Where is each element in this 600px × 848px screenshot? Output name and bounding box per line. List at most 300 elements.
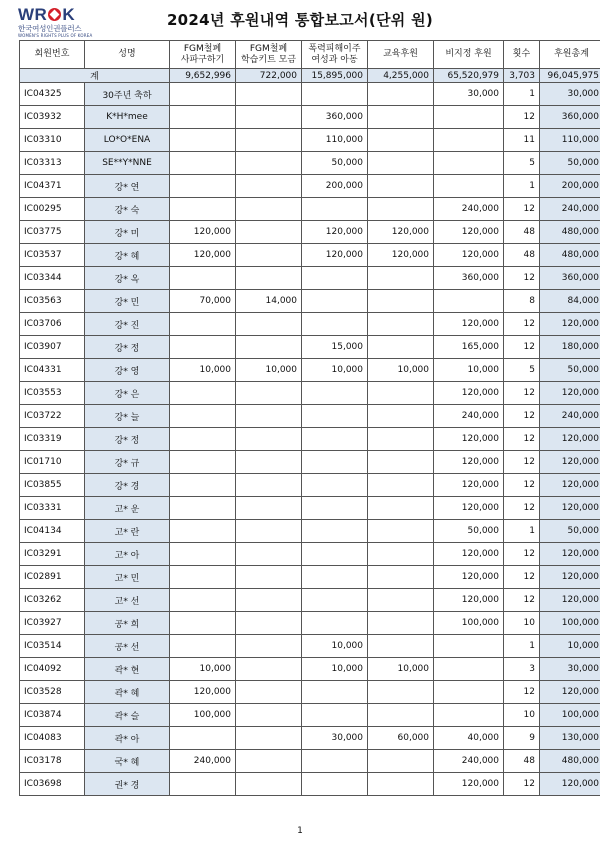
violence: 10,000 (302, 635, 368, 658)
member-id: IC03313 (20, 152, 85, 175)
member-id: IC03178 (20, 750, 85, 773)
undesignated: 120,000 (434, 428, 504, 451)
member-id: IC03537 (20, 244, 85, 267)
row-total: 360,000 (540, 267, 600, 290)
count: 1 (504, 520, 540, 543)
table-row (20, 612, 600, 635)
education (368, 497, 434, 520)
row-total: 30,000 (540, 83, 600, 106)
member-id: IC03706 (20, 313, 85, 336)
fgm-kit (236, 612, 302, 635)
count: 48 (504, 750, 540, 773)
undesignated: 120,000 (434, 589, 504, 612)
member-name: SE**Y*NNE (85, 152, 170, 175)
fgm-kit (236, 566, 302, 589)
member-id: IC04092 (20, 658, 85, 681)
table-row (20, 336, 600, 359)
fgm-kit (236, 773, 302, 796)
table-row (20, 773, 600, 796)
row-total: 180,000 (540, 336, 600, 359)
table-row (20, 382, 600, 405)
violence (302, 681, 368, 704)
undesignated (434, 106, 504, 129)
member-id: IC03528 (20, 681, 85, 704)
fgm-kit (236, 175, 302, 198)
member-id: IC02891 (20, 566, 85, 589)
table-body (20, 83, 600, 796)
fgm-safa (170, 382, 236, 405)
undesignated: 50,000 (434, 520, 504, 543)
education (368, 681, 434, 704)
table-row (20, 244, 600, 267)
fgm-safa (170, 566, 236, 589)
header-undesignated: 비지정 후원 (434, 41, 504, 69)
fgm-kit: 10,000 (236, 359, 302, 382)
fgm-safa (170, 267, 236, 290)
undesignated: 40,000 (434, 727, 504, 750)
count: 12 (504, 566, 540, 589)
education (368, 313, 434, 336)
fgm-safa (170, 543, 236, 566)
total-fgm-kit: 722,000 (236, 69, 302, 83)
violence: 110,000 (302, 129, 368, 152)
violence (302, 612, 368, 635)
fgm-kit (236, 497, 302, 520)
table-row (20, 175, 600, 198)
undesignated (434, 704, 504, 727)
education (368, 750, 434, 773)
donation-table (19, 40, 600, 796)
member-id: IC03907 (20, 336, 85, 359)
total-row (20, 69, 600, 83)
count: 5 (504, 152, 540, 175)
violence (302, 83, 368, 106)
fgm-kit (236, 129, 302, 152)
fgm-safa (170, 175, 236, 198)
undesignated: 165,000 (434, 336, 504, 359)
member-name: 강* 정 (85, 336, 170, 359)
undesignated: 120,000 (434, 497, 504, 520)
fgm-safa: 120,000 (170, 681, 236, 704)
fgm-safa (170, 129, 236, 152)
fgm-kit (236, 267, 302, 290)
member-name: 고* 운 (85, 497, 170, 520)
violence (302, 428, 368, 451)
undesignated: 360,000 (434, 267, 504, 290)
fgm-safa (170, 727, 236, 750)
member-name: 강* 미 (85, 221, 170, 244)
violence: 10,000 (302, 658, 368, 681)
violence (302, 313, 368, 336)
count: 8 (504, 290, 540, 313)
total-sum: 96,045,975 (540, 69, 600, 83)
fgm-safa (170, 589, 236, 612)
fgm-kit (236, 83, 302, 106)
education (368, 336, 434, 359)
fgm-safa (170, 198, 236, 221)
fgm-kit (236, 635, 302, 658)
table-row (20, 106, 600, 129)
violence (302, 704, 368, 727)
row-total: 120,000 (540, 566, 600, 589)
count: 1 (504, 83, 540, 106)
member-id: IC00295 (20, 198, 85, 221)
count: 12 (504, 267, 540, 290)
undesignated: 240,000 (434, 405, 504, 428)
fgm-safa: 100,000 (170, 704, 236, 727)
member-name: 강* 규 (85, 451, 170, 474)
member-name: 곽* 혜 (85, 681, 170, 704)
row-total: 480,000 (540, 244, 600, 267)
undesignated: 240,000 (434, 750, 504, 773)
row-total: 50,000 (540, 359, 600, 382)
education (368, 290, 434, 313)
row-total: 200,000 (540, 175, 600, 198)
row-total: 120,000 (540, 497, 600, 520)
violence: 30,000 (302, 727, 368, 750)
fgm-safa (170, 313, 236, 336)
undesignated: 120,000 (434, 451, 504, 474)
member-id: IC04371 (20, 175, 85, 198)
member-id: IC03563 (20, 290, 85, 313)
count: 12 (504, 428, 540, 451)
fgm-kit (236, 198, 302, 221)
report-title: 2024년 후원내역 통합보고서(단위 원) (166, 11, 434, 29)
count: 12 (504, 681, 540, 704)
table-row (20, 589, 600, 612)
count: 12 (504, 336, 540, 359)
fgm-kit (236, 750, 302, 773)
education (368, 267, 434, 290)
member-id: IC03262 (20, 589, 85, 612)
fgm-safa (170, 106, 236, 129)
member-id: IC03319 (20, 428, 85, 451)
header-name: 성명 (85, 41, 170, 69)
undesignated (434, 681, 504, 704)
table-row (20, 658, 600, 681)
table-row (20, 543, 600, 566)
undesignated: 120,000 (434, 313, 504, 336)
member-name: 강* 숙 (85, 198, 170, 221)
fgm-kit (236, 520, 302, 543)
table-row (20, 451, 600, 474)
fgm-safa: 10,000 (170, 658, 236, 681)
row-total: 100,000 (540, 704, 600, 727)
undesignated (434, 635, 504, 658)
member-name: 강* 연 (85, 175, 170, 198)
table-row (20, 359, 600, 382)
member-name: 곽* 아 (85, 727, 170, 750)
fgm-kit (236, 405, 302, 428)
member-name: 강* 경 (85, 474, 170, 497)
violence: 50,000 (302, 152, 368, 175)
fgm-safa (170, 520, 236, 543)
count: 12 (504, 474, 540, 497)
logo-mark: WR K (18, 5, 76, 24)
member-name: 국* 혜 (85, 750, 170, 773)
violence: 10,000 (302, 359, 368, 382)
total-undesignated: 65,520,979 (434, 69, 504, 83)
education: 10,000 (368, 658, 434, 681)
member-id: IC03291 (20, 543, 85, 566)
table-row (20, 635, 600, 658)
count: 12 (504, 497, 540, 520)
fgm-safa (170, 451, 236, 474)
fgm-kit: 14,000 (236, 290, 302, 313)
member-name: 강* 은 (85, 382, 170, 405)
member-name: 고* 아 (85, 543, 170, 566)
education (368, 175, 434, 198)
education (368, 152, 434, 175)
education: 120,000 (368, 244, 434, 267)
header-fgm-kit: FGM철폐 학습키트 모금 (236, 41, 302, 69)
member-name: 강* 옥 (85, 267, 170, 290)
row-total: 100,000 (540, 612, 600, 635)
violence (302, 773, 368, 796)
fgm-safa: 240,000 (170, 750, 236, 773)
fgm-kit (236, 451, 302, 474)
table-row (20, 566, 600, 589)
violence (302, 198, 368, 221)
fgm-kit (236, 681, 302, 704)
member-name: K*H*mee (85, 106, 170, 129)
member-id: IC03775 (20, 221, 85, 244)
member-id: IC01710 (20, 451, 85, 474)
member-id: IC03553 (20, 382, 85, 405)
education (368, 451, 434, 474)
education (368, 382, 434, 405)
education (368, 773, 434, 796)
member-name: 30주년 축하 (85, 83, 170, 106)
member-id: IC03722 (20, 405, 85, 428)
education (368, 129, 434, 152)
fgm-kit (236, 382, 302, 405)
fgm-kit (236, 428, 302, 451)
member-name: 고* 민 (85, 566, 170, 589)
member-name: 공* 선 (85, 635, 170, 658)
member-id: IC03932 (20, 106, 85, 129)
count: 48 (504, 221, 540, 244)
fgm-kit (236, 589, 302, 612)
table-row (20, 313, 600, 336)
fgm-safa: 10,000 (170, 359, 236, 382)
header-violence: 폭력피해이주 여성과 아동 (302, 41, 368, 69)
table-header-row (20, 41, 600, 69)
fgm-safa (170, 152, 236, 175)
member-name: 고* 란 (85, 520, 170, 543)
member-name: 곽* 슬 (85, 704, 170, 727)
undesignated: 100,000 (434, 612, 504, 635)
fgm-kit (236, 727, 302, 750)
member-name: 강* 영 (85, 359, 170, 382)
row-total: 240,000 (540, 405, 600, 428)
education (368, 612, 434, 635)
undesignated (434, 658, 504, 681)
table-row (20, 267, 600, 290)
count: 10 (504, 704, 540, 727)
fgm-kit (236, 244, 302, 267)
violence (302, 497, 368, 520)
undesignated: 120,000 (434, 244, 504, 267)
violence: 200,000 (302, 175, 368, 198)
total-education: 4,255,000 (368, 69, 434, 83)
education (368, 405, 434, 428)
table-row (20, 750, 600, 773)
member-id: IC03514 (20, 635, 85, 658)
fgm-kit (236, 336, 302, 359)
member-id: IC03698 (20, 773, 85, 796)
violence: 120,000 (302, 221, 368, 244)
fgm-kit (236, 474, 302, 497)
count: 48 (504, 244, 540, 267)
header-education: 교육후원 (368, 41, 434, 69)
violence (302, 543, 368, 566)
total-violence: 15,895,000 (302, 69, 368, 83)
row-total: 120,000 (540, 681, 600, 704)
violence (302, 750, 368, 773)
fgm-kit (236, 658, 302, 681)
table-row (20, 497, 600, 520)
undesignated: 120,000 (434, 773, 504, 796)
fgm-kit (236, 704, 302, 727)
page-number: 1 (297, 826, 303, 836)
count: 12 (504, 405, 540, 428)
education (368, 520, 434, 543)
row-total: 50,000 (540, 152, 600, 175)
education: 120,000 (368, 221, 434, 244)
count: 3 (504, 658, 540, 681)
education (368, 83, 434, 106)
member-id: IC03344 (20, 267, 85, 290)
fgm-safa (170, 497, 236, 520)
education (368, 704, 434, 727)
row-total: 30,000 (540, 658, 600, 681)
member-name: 강* 민 (85, 290, 170, 313)
table-row (20, 221, 600, 244)
header-count: 횟수 (504, 41, 540, 69)
violence (302, 382, 368, 405)
violence: 360,000 (302, 106, 368, 129)
undesignated: 120,000 (434, 382, 504, 405)
fgm-safa (170, 428, 236, 451)
row-total: 84,000 (540, 290, 600, 313)
fgm-kit (236, 106, 302, 129)
fgm-safa: 70,000 (170, 290, 236, 313)
member-name: 곽* 현 (85, 658, 170, 681)
undesignated (434, 290, 504, 313)
education (368, 428, 434, 451)
member-name: 공* 희 (85, 612, 170, 635)
row-total: 120,000 (540, 589, 600, 612)
member-id: IC04134 (20, 520, 85, 543)
row-total: 130,000 (540, 727, 600, 750)
table-row (20, 727, 600, 750)
row-total: 120,000 (540, 773, 600, 796)
fgm-safa: 120,000 (170, 221, 236, 244)
count: 5 (504, 359, 540, 382)
table-row (20, 474, 600, 497)
undesignated (434, 129, 504, 152)
fgm-safa (170, 612, 236, 635)
table-row (20, 129, 600, 152)
undesignated: 240,000 (434, 198, 504, 221)
table-row (20, 152, 600, 175)
violence: 15,000 (302, 336, 368, 359)
undesignated: 120,000 (434, 566, 504, 589)
undesignated: 120,000 (434, 221, 504, 244)
table-row (20, 198, 600, 221)
violence (302, 589, 368, 612)
violence: 120,000 (302, 244, 368, 267)
violence (302, 520, 368, 543)
count: 11 (504, 129, 540, 152)
education (368, 589, 434, 612)
member-name: 고* 선 (85, 589, 170, 612)
member-id: IC03310 (20, 129, 85, 152)
count: 12 (504, 198, 540, 221)
count: 12 (504, 589, 540, 612)
count: 10 (504, 612, 540, 635)
education (368, 566, 434, 589)
count: 12 (504, 451, 540, 474)
row-total: 10,000 (540, 635, 600, 658)
undesignated (434, 152, 504, 175)
education (368, 198, 434, 221)
count: 12 (504, 773, 540, 796)
fgm-safa (170, 773, 236, 796)
member-id: IC04331 (20, 359, 85, 382)
count: 1 (504, 175, 540, 198)
row-total: 110,000 (540, 129, 600, 152)
undesignated (434, 175, 504, 198)
violence (302, 451, 368, 474)
member-name: 강* 늘 (85, 405, 170, 428)
table-row (20, 290, 600, 313)
education (368, 543, 434, 566)
member-id: IC03927 (20, 612, 85, 635)
header-member-id: 회원번호 (20, 41, 85, 69)
member-name: 강* 혜 (85, 244, 170, 267)
fgm-safa (170, 336, 236, 359)
member-id: IC03874 (20, 704, 85, 727)
fgm-kit (236, 221, 302, 244)
violence (302, 405, 368, 428)
table-row (20, 405, 600, 428)
row-total: 120,000 (540, 543, 600, 566)
row-total: 50,000 (540, 520, 600, 543)
member-id: IC04325 (20, 83, 85, 106)
education (368, 106, 434, 129)
undesignated: 120,000 (434, 474, 504, 497)
header-fgm-safa: FGM철폐 사파구하기 (170, 41, 236, 69)
member-name: 권* 경 (85, 773, 170, 796)
table-row (20, 681, 600, 704)
violence (302, 290, 368, 313)
member-name: 강* 정 (85, 428, 170, 451)
logo-english-name: WOMEN'S RIGHTS PLUS OF KOREA (18, 33, 93, 38)
undesignated: 30,000 (434, 83, 504, 106)
undesignated: 10,000 (434, 359, 504, 382)
table-row (20, 83, 600, 106)
row-total: 120,000 (540, 451, 600, 474)
row-total: 480,000 (540, 750, 600, 773)
fgm-safa (170, 635, 236, 658)
fgm-kit (236, 152, 302, 175)
violence (302, 474, 368, 497)
logo-korean-name: 한국여성인권플러스 (18, 24, 82, 33)
total-label: 계 (20, 69, 170, 83)
table-row (20, 520, 600, 543)
